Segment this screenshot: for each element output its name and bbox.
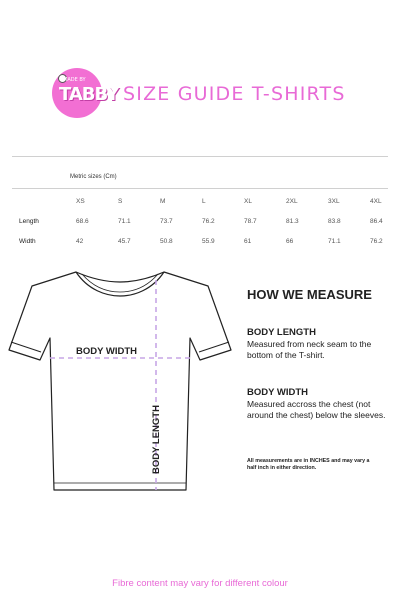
size-header-4xl: 4XL — [370, 198, 382, 205]
logo-name: TABBY — [59, 84, 119, 105]
body-width-label: BODY WIDTH — [76, 346, 138, 357]
row-label-width: Width — [19, 238, 36, 245]
table-cell: 50.8 — [160, 238, 173, 245]
table-cell: 61 — [244, 238, 252, 245]
page-title: SIZE GUIDE T-SHIRTS — [123, 83, 346, 105]
measurement-note: All measurements are in INCHES and may vary a half inch in either direction. — [247, 458, 370, 471]
footer-note: Fibre content may vary for different colour — [112, 578, 288, 589]
table-cell: 71.1 — [328, 238, 341, 245]
size-table — [12, 156, 388, 256]
table-caption: Metric sizes (Cm) — [70, 174, 117, 180]
body-width-text: Measured accross the chest (not around the chest) below the sleeves. — [247, 399, 386, 420]
table-header-rule — [12, 188, 388, 189]
row-label-length: Length — [19, 218, 39, 225]
table-cell: 68.6 — [76, 218, 89, 225]
table-cell: 83.8 — [328, 218, 341, 225]
size-header-3xl: 3XL — [328, 198, 340, 205]
body-length-label: BODY LENGTH — [151, 405, 162, 474]
size-header-xs: XS — [76, 198, 85, 205]
body-length-heading: BODY LENGTH — [247, 327, 316, 338]
brand-logo — [52, 68, 119, 118]
table-cell: 66 — [286, 238, 294, 245]
tshirt-outline — [9, 272, 231, 490]
table-cell: 81.3 — [286, 218, 299, 225]
size-header-m: M — [160, 198, 166, 205]
logo-made-by: MADE BY — [63, 77, 86, 83]
body-width-heading: BODY WIDTH — [247, 387, 309, 398]
size-header-l: L — [202, 198, 206, 205]
tshirt-diagram — [10, 262, 235, 502]
size-header-xl: XL — [244, 198, 252, 205]
size-header-2xl: 2XL — [286, 198, 298, 205]
table-top-rule — [12, 156, 388, 157]
table-cell: 45.7 — [118, 238, 131, 245]
table-cell: 76.2 — [202, 218, 215, 225]
table-cell: 73.7 — [160, 218, 173, 225]
body-length-text: Measured from neck seam to the bottom of the T-shirt. — [247, 339, 372, 360]
table-cell: 76.2 — [370, 238, 383, 245]
table-cell: 86.4 — [370, 218, 383, 225]
table-cell: 78.7 — [244, 218, 257, 225]
table-cell: 55.9 — [202, 238, 215, 245]
table-cell: 71.1 — [118, 218, 131, 225]
table-cell: 42 — [76, 238, 84, 245]
how-we-measure-heading: HOW WE MEASURE — [247, 287, 372, 302]
size-header-s: S — [118, 198, 123, 205]
